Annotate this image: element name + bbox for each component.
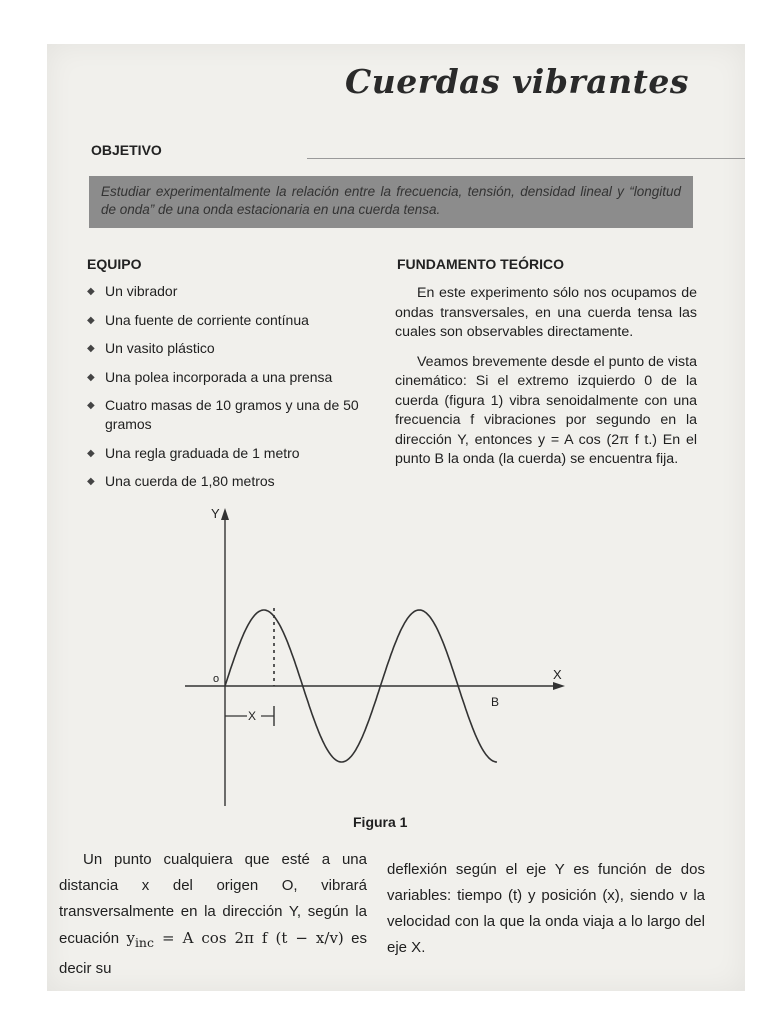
equipment-list: [75, 282, 375, 501]
objective-text: Estudiar experimentalmente la relación entre la frecuencia, tensión, densidad lineal y “longitud de onda” de una onda estacionaria en una cuerda tensa.: [89, 176, 693, 228]
bullet-icon: ◆: [87, 476, 95, 487]
x-marker-label: X: [248, 709, 257, 723]
list-item: ◆ Una fuente de corriente contínua: [87, 311, 309, 328]
bullet-icon: ◆: [87, 371, 95, 383]
bottom-left-paragraph: Un punto cualquiera que esté a una distancia x del origen O, vibrará transversalmente en la dirección Y, según la ecuación $y_{inc} = A$ cos 2π f (t − x/v) es decir su: [59, 851, 368, 977]
theory-paragraph-2: Veamos brevemente desde el punto de vista cinemático: Si el extremo izquierdo 0 de la cuerda (figura 1) vibra senoidalmente con una frecuencia f vibraciones por segundo en la dirección Y, entonces y = A cos (2π f t.) En el punto B la onda (la cuerda) se encuentra fija.: [395, 353, 697, 467]
bullet-icon: ◆: [87, 286, 95, 297]
point-b-label: B: [491, 695, 500, 709]
list-item: ◆ Una regla graduada de 1 metro: [87, 444, 300, 461]
document-page: [47, 44, 745, 991]
wave-figure: [177, 504, 577, 814]
bullet-icon: ◆: [87, 447, 95, 459]
y-axis-arrow-icon: [221, 508, 229, 520]
bottom-right-paragraph: deflexión según el eje Y es función de dos variables: tiempo (t) y posición (x), siendo v la velocidad con la que la onda viaja a lo largo del eje X.: [387, 861, 705, 956]
equipment-heading: EQUIPO: [87, 256, 142, 272]
list-item: ◆ Cuatro masas de 10 gramos y una de 50 gramos: [87, 397, 359, 432]
list-item: ◆ Una cuerda de 1,80 metros: [87, 473, 275, 489]
list-item: ◆ Una polea incorporada a una prensa: [87, 368, 333, 385]
header-rule: [307, 158, 745, 159]
origin-label: o: [213, 673, 220, 685]
figure-caption: Figura 1: [353, 814, 408, 830]
page-title: Cuerdas vibrantes: [344, 62, 689, 101]
theory-heading: FUNDAMENTO TEÓRICO: [397, 256, 564, 272]
bullet-icon: ◆: [87, 400, 95, 411]
x-axis-label: X: [553, 667, 562, 682]
list-item: ◆ Un vibrador: [87, 283, 178, 299]
bullet-icon: ◆: [87, 343, 95, 354]
objective-heading: OBJETIVO: [91, 142, 162, 158]
bullet-icon: ◆: [87, 314, 95, 326]
y-axis-label: Y: [211, 506, 220, 521]
theory-paragraph-1: En este experimento sólo nos ocupamos de ondas transversales, en una cuerda tensa las cuales son observables directamente.: [395, 285, 697, 340]
theory-text: [395, 284, 697, 480]
list-item: ◆ Un vasito plástico: [87, 340, 215, 356]
x-axis-arrow-icon: [553, 682, 565, 690]
equation: $y_{inc} = A$ cos 2π f (t − x/v): [126, 929, 344, 950]
